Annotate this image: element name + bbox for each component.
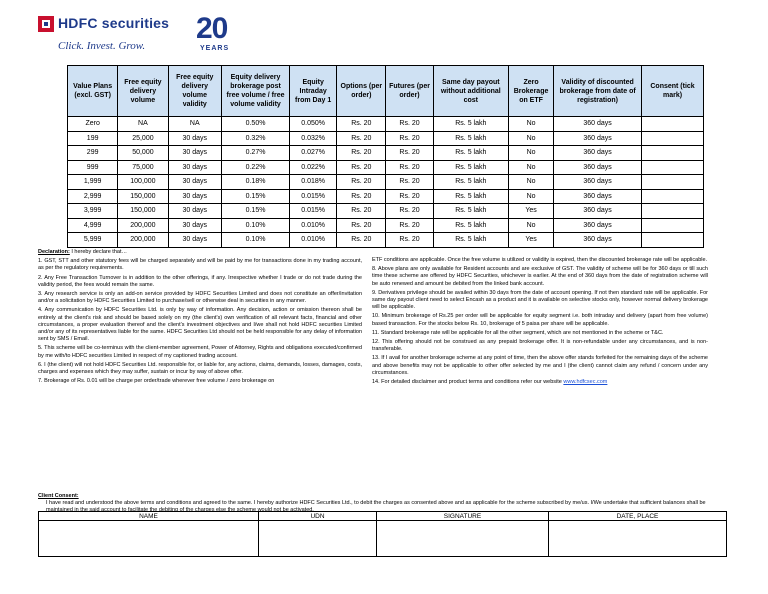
- plan-cell: 360 days: [554, 233, 642, 248]
- plan-cell: Rs. 5 lakh: [433, 218, 508, 233]
- declaration-clause: 6. I (the client) will not hold HDFC Securities Ltd. responsible for, or liable for, any actions, claims, demands, losses, damages, costs, charges and expenses which they may suffer, sustain or incur by way of above offer.: [38, 361, 362, 376]
- plans-column-header: Validity of discounted brokerage from date of registration): [554, 66, 642, 117]
- plans-column-header: Options (per order): [337, 66, 386, 117]
- plan-cell: Rs. 20: [337, 160, 386, 175]
- declaration-clause: 9. Derivatives privilege should be availed within 30 days from the date of account opening. If not then standard rate will be applicable. For same day payout client need to select Encash as a product and it is available on selective stocks only, however normal delivery brokerage will be applicable.: [372, 289, 708, 311]
- plans-column-header: Zero Brokerage on ETF: [509, 66, 554, 117]
- consent-checkbox-cell[interactable]: [642, 146, 704, 161]
- plans-table: [67, 65, 704, 248]
- plan-cell: 0.010%: [290, 218, 337, 233]
- declaration-clause: [372, 379, 708, 386]
- date-place-field[interactable]: [549, 521, 727, 557]
- plan-cell: 0.050%: [290, 117, 337, 132]
- declaration-right: [372, 257, 708, 388]
- plan-cell: 5,999: [68, 233, 118, 248]
- signature-column-header: NAME: [39, 512, 259, 521]
- plans-header-row: [68, 66, 704, 117]
- plan-cell: Rs. 20: [337, 218, 386, 233]
- plan-cell: Rs. 20: [337, 189, 386, 204]
- plan-cell: 30 days: [168, 189, 221, 204]
- declaration-intro: I hereby declare that…: [69, 249, 127, 255]
- plan-cell: Rs. 20: [337, 131, 386, 146]
- plan-cell: 150,000: [118, 189, 168, 204]
- plan-cell: No: [509, 175, 554, 190]
- website-link[interactable]: www.hdfcsec.com: [563, 379, 608, 386]
- plan-cell: 150,000: [118, 204, 168, 219]
- plans-column-header: Equity delivery brokerage post free volume / free volume validity: [221, 66, 289, 117]
- plan-cell: Rs. 5 lakh: [433, 131, 508, 146]
- declaration-clause: 13. If I avail for another brokerage scheme at any point of time, then the above offer stands forfeited for the remaining days of the scheme and above benefits may not be applicable to other offer selected by me and I (the client) cannot claim any refund / concern under any circumstances.: [372, 355, 708, 376]
- plan-row: [68, 175, 704, 190]
- plan-cell: 0.15%: [221, 189, 289, 204]
- plans-column-header: Free equity delivery volume: [118, 66, 168, 117]
- consent-checkbox-cell[interactable]: [642, 131, 704, 146]
- plan-cell: Rs. 20: [386, 131, 433, 146]
- tagline: Click. Invest. Grow.: [58, 40, 146, 52]
- plan-row: [68, 233, 704, 248]
- plan-cell: No: [509, 146, 554, 161]
- plan-cell: Rs. 20: [386, 233, 433, 248]
- plan-cell: 360 days: [554, 117, 642, 132]
- plan-cell: 360 days: [554, 189, 642, 204]
- plan-cell: 999: [68, 160, 118, 175]
- plan-cell: No: [509, 131, 554, 146]
- plan-cell: 200,000: [118, 218, 168, 233]
- plan-cell: Rs. 5 lakh: [433, 175, 508, 190]
- signature-row: [39, 521, 727, 557]
- udn-field[interactable]: [259, 521, 377, 557]
- plan-cell: 0.18%: [221, 175, 289, 190]
- plan-cell: 0.10%: [221, 233, 289, 248]
- consent-checkbox-cell[interactable]: [642, 117, 704, 132]
- plan-cell: 360 days: [554, 218, 642, 233]
- declaration-clause: 10. Minimum brokerage of Rs.25 per order will be applicable for equity segment i.e. both intraday and delivery (apart from free volume) based transaction. For the stocks below Rs. 10, brokerage of 5 paisa per share will be applicable.: [372, 313, 708, 327]
- declaration-clause-text: 14. For detailed disclaimer and product terms and conditions refer our website: [372, 379, 564, 386]
- plan-cell: Rs. 20: [337, 146, 386, 161]
- plan-cell: 4,999: [68, 218, 118, 233]
- plan-cell: 0.032%: [290, 131, 337, 146]
- plan-row: [68, 204, 704, 219]
- plan-cell: 30 days: [168, 233, 221, 248]
- plan-cell: 3,999: [68, 204, 118, 219]
- plan-cell: Rs. 5 lakh: [433, 233, 508, 248]
- declaration-clause: 7. Brokerage of Rs. 0.01 will be charge per order/trade wherever free volume / zero brokerage on: [38, 378, 275, 385]
- plans-column-header: Value Plans (excl. GST): [68, 66, 118, 117]
- consent-checkbox-cell[interactable]: [642, 175, 704, 190]
- plan-cell: 30 days: [168, 175, 221, 190]
- plan-cell: 30 days: [168, 160, 221, 175]
- plan-cell: Rs. 20: [386, 146, 433, 161]
- declaration-clause: 8. Above plans are only available for Resident accounts and are exclusive of GST. The validity of scheme will be for 360 days or till such time these scheme are offered by HDFC Securities, whichever is earlier. At the end of 360 days from the date of registration scheme will be auto renewed and amount be debited from the linked bank account.: [372, 266, 708, 287]
- plan-cell: NA: [118, 117, 168, 132]
- plan-row: [68, 146, 704, 161]
- plan-cell: 30 days: [168, 218, 221, 233]
- plan-cell: 75,000: [118, 160, 168, 175]
- plan-cell: Rs. 5 lakh: [433, 117, 508, 132]
- plan-cell: 299: [68, 146, 118, 161]
- plan-cell: 0.15%: [221, 204, 289, 219]
- declaration-title: Declaration:: [38, 249, 70, 255]
- signature-column-header: UDN: [259, 512, 377, 521]
- plan-cell: No: [509, 189, 554, 204]
- consent-title: Client Consent:: [38, 493, 79, 499]
- declaration-clause: 12. This offering should not be construed as any prepaid brokerage offer. It is non-refundable under any circumstances, and is non-transferable.: [372, 339, 708, 353]
- plan-cell: Rs. 5 lakh: [433, 160, 508, 175]
- plan-row: [68, 160, 704, 175]
- plan-cell: 0.10%: [221, 218, 289, 233]
- plan-cell: Rs. 5 lakh: [433, 146, 508, 161]
- plan-cell: 199: [68, 131, 118, 146]
- plan-cell: No: [509, 160, 554, 175]
- consent-checkbox-cell[interactable]: [642, 189, 704, 204]
- consent-checkbox-cell[interactable]: [642, 204, 704, 219]
- plan-cell: Rs. 20: [386, 218, 433, 233]
- plan-cell: 0.015%: [290, 189, 337, 204]
- plan-cell: Rs. 20: [337, 117, 386, 132]
- signature-column-header: SIGNATURE: [377, 512, 549, 521]
- plan-cell: Yes: [509, 204, 554, 219]
- plan-row: [68, 131, 704, 146]
- plan-cell: 30 days: [168, 131, 221, 146]
- plan-cell: 100,000: [118, 175, 168, 190]
- anniversary-label: YEARS: [200, 45, 230, 52]
- plan-row: [68, 189, 704, 204]
- declaration-clause: ETF conditions are applicable. Once the free volume is utilized or validity is expired, then the discounted brokerage rate will be applicable.: [372, 257, 708, 263]
- consent-checkbox-cell[interactable]: [642, 218, 704, 233]
- declaration-clause: 2. Any Free Transaction Turnover is in addition to the other offerings, if any. Irrespective whether I trade or do not trade during the validity period, the fees would remain the same.: [38, 274, 362, 288]
- consent-checkbox-cell[interactable]: [642, 233, 704, 248]
- plan-cell: Rs. 20: [386, 204, 433, 219]
- plan-cell: Rs. 20: [386, 117, 433, 132]
- declaration-clause: 1. GST, STT and other statutory fees will be charged separately and will be paid by me for transactions done in my trading account, as per the regulatory requirements.: [38, 258, 362, 272]
- plan-cell: 30 days: [168, 204, 221, 219]
- consent-checkbox-cell[interactable]: [642, 160, 704, 175]
- plan-cell: 0.018%: [290, 175, 337, 190]
- plan-cell: No: [509, 218, 554, 233]
- plan-cell: 360 days: [554, 204, 642, 219]
- plan-cell: Rs. 20: [386, 160, 433, 175]
- consent-text: I have read and understood the above terms and conditions and agreed to the same. I hereby authorize HDFC Securities Ltd., to debit the charges as consented above and as applicable for the scheme subscribed by me/us. I/We undertake that sufficient balances shall be maintained in the said account to facilitate the debiting of the charges else the scheme would not be activated.: [46, 500, 706, 514]
- plan-cell: No: [509, 117, 554, 132]
- plan-cell: 0.50%: [221, 117, 289, 132]
- plan-cell: 30 days: [168, 146, 221, 161]
- plan-cell: 0.22%: [221, 160, 289, 175]
- plan-cell: Rs. 20: [386, 175, 433, 190]
- plan-cell: 2,999: [68, 189, 118, 204]
- plan-cell: 360 days: [554, 160, 642, 175]
- declaration-clause: 4. Any communication by HDFC Securities Ltd. is only by way of information. Any decision, action or omission thereon shall be entirely at the client's risk and should be based solely on my (the client's) own verification of all relevant facts, financial and other circumstances, a proper evaluation thereof and the client's investment objectives and I/we shall not hold HDFC securities Limited and/or any of its representatives liable for the same. HDFC Securities Ltd should not be held responsible for any delay of information sent by SMS / Email.: [38, 307, 362, 343]
- declaration-clause: 3. Any research service is only an add-on service provided by HDFC Securities Limited and does not constitute an offer/invitation and/or a solicitation by HDFC Securities Limited to purchase/sell or otherwise deal in securities in any manner.: [38, 291, 362, 305]
- plan-cell: 0.022%: [290, 160, 337, 175]
- plan-cell: Yes: [509, 233, 554, 248]
- plan-cell: Rs. 20: [386, 189, 433, 204]
- hdfc-logo-icon: [38, 16, 54, 32]
- plan-cell: 50,000: [118, 146, 168, 161]
- plan-cell: 25,000: [118, 131, 168, 146]
- brand-name: HDFC securities: [58, 15, 170, 31]
- plan-cell: Rs. 5 lakh: [433, 189, 508, 204]
- anniversary-number: 20: [196, 12, 228, 45]
- plan-cell: 0.027%: [290, 146, 337, 161]
- plans-column-header: Same day payout without additional cost: [433, 66, 508, 117]
- signature-column-header: DATE, PLACE: [549, 512, 727, 521]
- plan-cell: 360 days: [554, 175, 642, 190]
- plan-cell: Rs. 20: [337, 204, 386, 219]
- plans-column-header: Free equity delivery volume validity: [168, 66, 221, 117]
- declaration-clause: 5. This scheme will be co-terminus with the client-member agreement, Power of Attorney, Rights and obligations executed/confirmed by me with/to HDFC securities Limited in respect of my captioned trading account.: [38, 345, 362, 359]
- plan-cell: 360 days: [554, 131, 642, 146]
- plan-cell: Rs. 20: [337, 233, 386, 248]
- plan-cell: 200,000: [118, 233, 168, 248]
- plans-column-header: Futures (per order): [386, 66, 433, 117]
- plan-cell: Zero: [68, 117, 118, 132]
- plan-cell: Rs. 20: [337, 175, 386, 190]
- plan-cell: 0.015%: [290, 204, 337, 219]
- plan-cell: 0.32%: [221, 131, 289, 146]
- name-field[interactable]: [39, 521, 259, 557]
- plan-cell: 0.010%: [290, 233, 337, 248]
- declaration-left: [38, 249, 362, 387]
- plan-row: [68, 117, 704, 132]
- signature-field[interactable]: [377, 521, 549, 557]
- plans-column-header: Equity Intraday from Day 1: [290, 66, 337, 117]
- signature-header-row: [39, 512, 727, 521]
- plan-cell: 0.27%: [221, 146, 289, 161]
- plan-row: [68, 218, 704, 233]
- plan-cell: 360 days: [554, 146, 642, 161]
- header: [38, 14, 238, 58]
- signature-table: [38, 511, 727, 557]
- plan-cell: NA: [168, 117, 221, 132]
- plans-column-header: Consent (tick mark): [642, 66, 704, 117]
- plan-cell: 1,999: [68, 175, 118, 190]
- plan-cell: Rs. 5 lakh: [433, 204, 508, 219]
- declaration-clause: 11. Standard brokerage rate will be applicable for all the other segment, which are not mentioned in the scheme or T&C.: [372, 329, 664, 336]
